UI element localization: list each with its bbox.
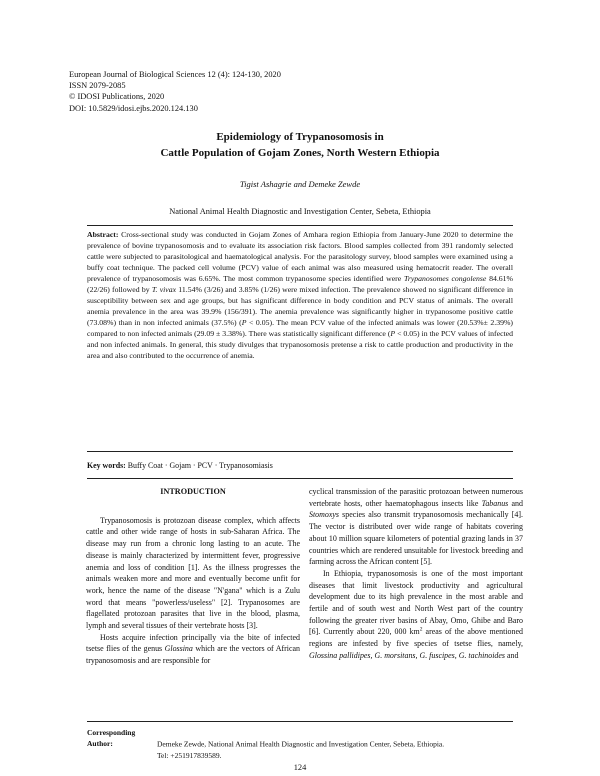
keywords-text: Buffy Coat · Gojam · PCV · Trypanosomiasis <box>125 461 273 470</box>
intro-paragraph-4-mid: areas of the above mentioned regions are infested by five species of tsetse flies, namely, <box>309 627 523 649</box>
abstract-bottom-rule <box>87 451 513 452</box>
journal-doi: DOI: 10.5829/idosi.ejbs.2020.124.130 <box>69 103 198 113</box>
intro-paragraph-2 <box>86 632 300 667</box>
abstract-label: Abstract: <box>87 230 119 239</box>
abstract-species-2: T. vivax <box>151 285 177 294</box>
corresponding-author-tel: Tel: +251917839589. <box>157 750 222 760</box>
abstract-p-symbol-2: P <box>390 329 396 338</box>
affiliation: National Animal Health Diagnostic and Investigation Center, Sebeta, Ethiopia <box>169 207 431 216</box>
intro-paragraph-3 <box>309 486 523 568</box>
superscript-2: 2 <box>419 626 423 633</box>
title-line-1: Epidemiology of Trypanosomosis in <box>216 131 384 143</box>
abstract-text-3: 11.54% (3/26) and 3.85% (1/26) were mixed infection. The prevalence showed no significant difference in susceptibility between sex and age groups, but has significant difference in body condition and PCV status of animals. The overall anemia prevalence in the area was 39.9% (156/391). The anemia prevalence was significantly higher in trypanosome positive cattle (73.08%) than in non infected animals (37.5%) ( <box>87 285 513 327</box>
introduction-heading: INTRODUCTION <box>160 487 226 496</box>
intro-paragraph-3-and: and <box>508 498 523 508</box>
intro-paragraph-4 <box>309 568 523 662</box>
intro-paragraph-3-end: species also transmit trypanosomosis mechanically [4]. The vector is distributed over wide range of habitats covering about 10 million square kilometers of potential grazing lands in 37 countries which are rendered unsuitable for livestock breeding and farming across the African content [5]. <box>309 510 523 567</box>
intro-paragraph-3-start: cyclical transmission of the parasitic protozoan between numerous vertebrate hosts, other haematophagous insects like <box>309 487 523 508</box>
abstract-text-2: 84.61% (22/26) followed by <box>87 274 513 294</box>
tabanus-genus: Tabanus <box>481 498 509 508</box>
keywords <box>87 461 513 470</box>
paper-title <box>69 130 531 161</box>
abstract-species-1: Trypanosomes congolense <box>403 274 487 283</box>
footer-rule <box>87 721 513 722</box>
journal-issn: ISSN 2079-2085 <box>69 81 126 91</box>
abstract-p-symbol-1: P <box>241 318 247 327</box>
title-line-2: Cattle Population of Gojam Zones, North Western Ethiopia <box>160 146 440 159</box>
intro-paragraph-2-start: Hosts acquire infection principally via the bite of infected tsetse flies of the genus <box>86 632 300 654</box>
intro-paragraph-2-end: which are the vectors of African trypanosomosis and are responsible for <box>86 644 300 666</box>
abstract <box>87 229 513 361</box>
stomoxys-genus: Stomoxys <box>309 510 339 520</box>
keywords-bottom-rule <box>87 478 513 479</box>
glossina-genus: Glossina <box>164 644 193 654</box>
tsetse-species-list: Glossina pallidipes, G. morsitans, G. fuscipes, G. tachinoides <box>309 650 506 660</box>
abstract-text-4: < 0.05). The mean PCV value of the infected animals was lower (20.53%± 2.39%) compared to non infected animals (29.09 ± 3.38%). There was statistically significant difference ( <box>87 318 514 338</box>
intro-paragraph-4-start: In Ethiopia, trypanosomosis is one of the most important diseases that limit livestock productivity and agricultural development due to its high prevalence in the most arable and fertile and of south west and North West part of the country following the greater river basins of Abay, Omo, Ghibe and Baro [6]. Currently about 220, 000 km <box>309 568 523 637</box>
left-column <box>86 486 300 667</box>
intro-paragraph-1: Trypanosomosis is protozoan disease complex, which affects cattle and other wide range of hosts in sub-Saharan Africa. The disease may run from a chronic long lasting to an acute. The disease is mainly characterized by intermittent fever, progressive anemia and loss of condition [1]. As the illness progresses the animals weaken more and more and eventually become unfit for work, hence the name of the disease "N'gana" which is a Zulu word that means "powerless/useless" [2]. Trypanosomes are flagellated protozoan parasites that live in the blood, plasma, lymph and several tissues of their vertebrate hosts [3]. <box>86 515 300 631</box>
abstract-text-5: < 0.05) in the PCV values of infected and non infected animals. In general, this study divulges that trypanosomosis pretense a risk to cattle production and productivity in the area and also contributed to the occurrence of anemia. <box>87 329 513 360</box>
journal-copyright: © IDOSI Publications, 2020 <box>69 92 165 102</box>
page-number: 124 <box>293 763 307 772</box>
intro-paragraph-4-end: and <box>505 650 519 660</box>
corresponding-author-text: Demeke Zewde, National Animal Health Diagnostic and Investigation Center, Sebeta, Ethiopia. <box>157 739 445 749</box>
journal-citation: European Journal of Biological Sciences 12 (4): 124-130, 2020 <box>69 70 281 79</box>
journal-header <box>69 69 281 114</box>
right-column <box>309 486 523 662</box>
abstract-text-1: Cross-sectional study was conducted in Gojam Zones of Amhara region Ethiopia from January-June 2020 to determine the prevalence of bovine trypanosomosis and to evaluate its association risk factors. Blood samples collected from 391 randomly selected cattle were subjected to parasitological and haematological analysis. For the parasitology survey, blood samples were examined using a buffy coat technique. The packed cell volume (PCV) value of each animal was also measured using hematocrit reader. The overall prevalence of trypanosomosis was 6.65%. The most common trypanosome species identified were <box>87 230 513 283</box>
keywords-label: Key words: <box>87 461 126 470</box>
abstract-top-rule <box>87 225 513 226</box>
corresponding-author <box>87 727 444 761</box>
corresponding-author-label: Corresponding Author: <box>87 728 136 749</box>
authors: Tigist Ashagrie and Demeke Zewde <box>239 179 361 189</box>
